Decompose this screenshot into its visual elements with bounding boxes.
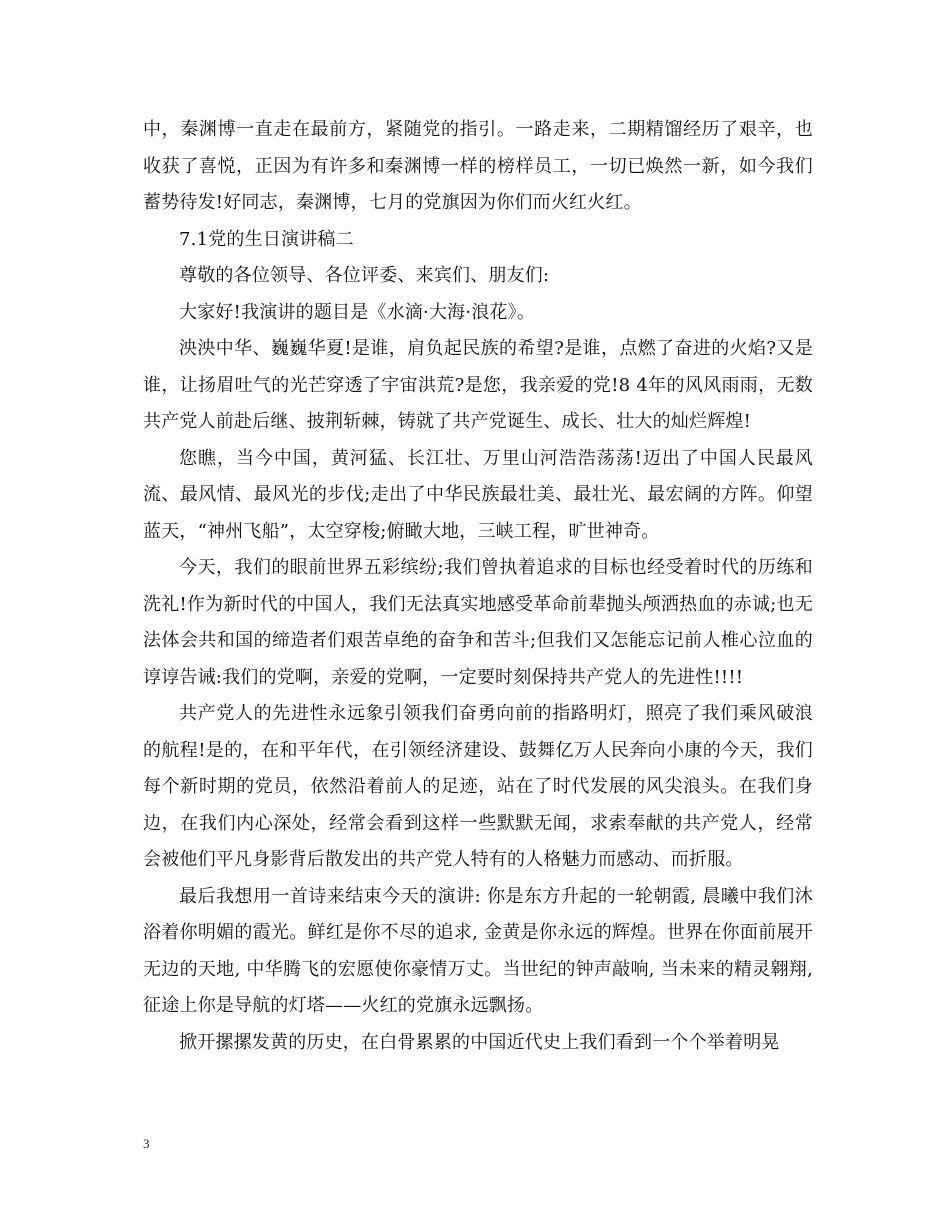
paragraph-7: 今天，我们的眼前世界五彩缤纷;我们曾执着追求的目标也经受着时代的历练和洗礼!作为新时代的中国人，我们无法真实地感受革命前辈抛头颅洒热血的赤诚;也无法体会共和国的缔造者们艰苦卓绝的奋争和苦斗;但我们又怎能忘记前人椎心泣血的谆谆告诫:我们的党啊，亲爱的党啊，一定要时刻保持共产党人的先进性!!!! (143, 557, 813, 688)
paragraph-10: 掀开摞摞发黄的历史，在白骨累累的中国近代史上我们看到一个个举着明晃 (179, 1031, 780, 1053)
salutation: 尊敬的各位领导、各位评委、来宾们、朋友们: (179, 265, 550, 286)
document-body (143, 112, 813, 1061)
paragraph-1: 中，秦渊博一直走在最前方，紧随党的指引。一路走来，二期精馏经历了艰辛，也收获了喜悦，正因为有许多和秦渊博一样的榜样员工，一切已焕然一新，如今我们蓄势待发!好同志，秦渊博，七月的党旗因为你们而火红火红。 (143, 119, 813, 213)
section-heading: 7.1党的生日演讲稿二 (179, 228, 354, 250)
page-number: 3 (143, 1136, 150, 1151)
paragraph-6: 您瞧，当今中国，黄河猛、长江壮、万里山河浩浩荡荡!迈出了中国人民最风流、最风情、最风光的步伐;走出了中华民族最壮美、最壮光、最宏阔的方阵。仰望蓝天，“神州飞船”，太空穿梭;俯瞰大地，三峡工程，旷世神奇。 (143, 447, 813, 542)
paragraph-8: 共产党人的先进性永远象引领我们奋勇向前的指路明灯，照亮了我们乘风破浪的航程!是的，在和平年代，在引领经济建设、鼓舞亿万人民奔向小康的今天，我们每个新时期的党员，依然沿着前人的足迹，站在了时代发展的风尖浪头。在我们身边，在我们内心深处，经常会看到这样一些默默无闻，求索奉献的共产党人，经常会被他们平凡身影背后散发出的共产党人特有的人格魅力而感动、而折服。 (143, 703, 813, 870)
paragraph-5: 泱泱中华、巍巍华夏!是谁，肩负起民族的希望?是谁，点燃了奋进的火焰?又是谁，让扬眉吐气的光芒穿透了宇宙洪荒?是您，我亲爱的党!8 4年的风风雨雨，无数共产党人前赴后继、披荆斩棘，铸就了共产党诞生、成长、壮大的灿烂辉煌! (143, 338, 813, 432)
paragraph-9: 最后我想用一首诗来结束今天的演讲: 你是东方升起的一轮朝霞, 晨曦中我们沐浴着你明媚的霞光。鲜红是你不尽的追求, 金黄是你永远的辉煌。世界在你面前展开无边的天地, 中华腾飞的宏愿使你豪情万丈。当世纪的钟声敲响, 当未来的精灵翱翔, 征途上你是导航的灯塔——火红的党旗永远飘扬。 (143, 885, 813, 1016)
speech-title-line: 大家好!我演讲的题目是《水滴·大海·浪花》。 (179, 301, 536, 323)
